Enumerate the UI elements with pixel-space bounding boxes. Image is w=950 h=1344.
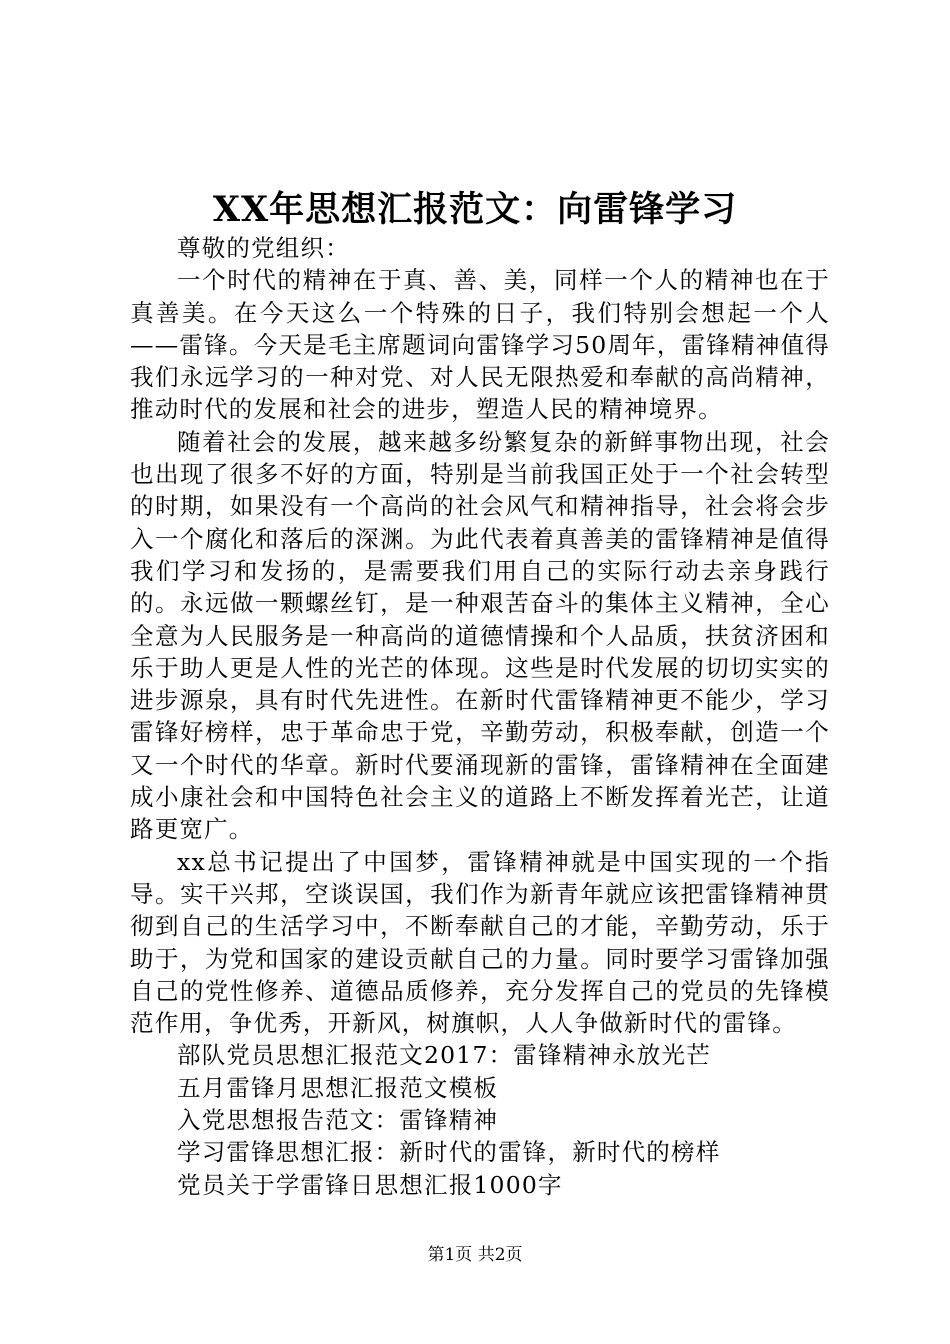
paragraph: 随着社会的发展，越来越多纷繁复杂的新鲜事物出现，社会也出现了很多不好的方面，特别是当前我国正处于一个社会转型的时期，如果没有一个高尚的社会风气和精神指导，社会将会步入一个腐化和落后的深渊。为此代表着真善美的雷锋精神是值得我们学习和发扬的，是需要我们用自己的实际行动去亲身践行的。永远做一颗螺丝钉，是一种艰苦奋斗的集体主义精神，全心全意为人民服务是一种高尚的道德情操和个人品质，扶贫济困和乐于助人更是人性的光芒的体现。这些是时代发展的切切实实的进步源泉，具有时代先进性。在新时代雷锋精神更不能少，学习雷锋好榜样，忠于革命忠于党，辛勤劳动，积极奉献，创造一个又一个时代的华章。新时代要涌现新的雷锋，雷锋精神在全面建成小康社会和中国特色社会主义的道路上不断发挥着光芒，让道路更宽广。 xyxy=(130,427,830,844)
related-link[interactable]: 学习雷锋思想汇报：新时代的雷锋，新时代的榜样 xyxy=(177,1138,721,1167)
page-indicator: 第1页 共2页 xyxy=(427,1245,523,1265)
related-link[interactable]: 入党思想报告范文：雷锋精神 xyxy=(177,1106,499,1135)
document-title: XX年思想汇报范文：向雷锋学习 xyxy=(212,189,738,230)
paragraph: 一个时代的精神在于真、善、美，同样一个人的精神也在于真善美。在今天这么一个特殊的日子，我们特别会想起一个人——雷锋。今天是毛主席题词向雷锋学习50周年，雷锋精神值得我们永远学习的一种对党、对人民无限热爱和奉献的高尚精神，推动时代的发展和社会的进步，塑造人民的精神境界。 xyxy=(130,266,830,424)
related-link[interactable]: 党员关于学雷锋日思想汇报1000字 xyxy=(177,1170,563,1199)
document-body xyxy=(130,232,830,1201)
salutation: 尊敬的党组织： xyxy=(177,234,350,262)
related-link[interactable]: 部队党员思想汇报范文2017：雷锋精神永放光芒 xyxy=(177,1041,711,1070)
related-link[interactable]: 五月雷锋月思想汇报范文模板 xyxy=(177,1073,499,1102)
related-links-list xyxy=(130,1039,830,1200)
paragraph: xx总书记提出了中国梦，雷锋精神就是中国实现的一个指导。实干兴邦，空谈误国，我们作为新青年就应该把雷锋精神贯彻到自己的生活学习中，不断奉献自己的才能，辛勤劳动，乐于助于，为党和国家的建设贡献自己的力量。同时要学习雷锋加强自己的党性修养、道德品质修养，充分发挥自己的党员的先锋模范作用，争优秀，开新风，树旗帜，人人争做新时代的雷锋。 xyxy=(130,847,830,1038)
